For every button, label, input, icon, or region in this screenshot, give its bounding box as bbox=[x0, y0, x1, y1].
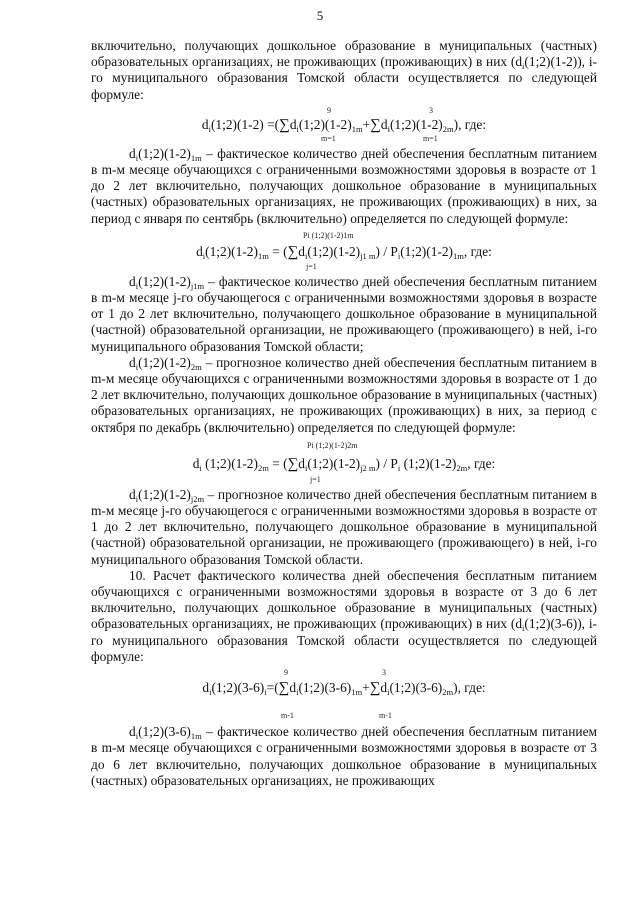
sigma-symbol: ∑ bbox=[278, 680, 290, 697]
sum-upper-limit: 9 bbox=[327, 105, 331, 115]
sigma-symbol: ∑ bbox=[287, 455, 299, 472]
sum-lower-limit: j=1 bbox=[310, 474, 321, 484]
sum-upper-limit: 3 bbox=[429, 105, 433, 115]
sum-upper-limit: Pi (1;2)(1-2)1m bbox=[303, 230, 354, 240]
formula-3: Pi (1;2)(1-2)2m j=1 $d_i$ $(1;2)(1-2)_{2m}$ = $(\sum d_i(1;2)(1-2)_{j2 m}) / P_i$ $(1;2)(1-2)_{2m}$, где: bbox=[192, 440, 496, 484]
sum-lower-limit: m=1 bbox=[423, 133, 438, 143]
sum-upper-limit: 9 bbox=[284, 668, 288, 678]
document-body bbox=[91, 38, 597, 789]
sum-lower-limit: j=1 bbox=[306, 261, 317, 271]
paragraph: $d_i(1;2)(1-2)_{j1m}$ – фактическое количество дней обеспечения бесплатным питанием в m-м месяце j-го обучающегося с ограниченными возможностями здоровья в возрасте от 1 до 2 лет включительно, получающего дошкольное образование в муниципальной (частной) образовательной организации, не проживающего (проживающего) в ней, i-го муниципального образования Томской области; bbox=[91, 273, 597, 354]
sigma-symbol: ∑ bbox=[370, 116, 381, 133]
page-number: 5 bbox=[316, 8, 324, 23]
sum-upper-limit: Pi (1;2)(1-2)2m bbox=[307, 440, 358, 450]
paragraph: $d_i(1;2)(3-6)_{1m}$ – фактическое количество дней обеспечения бесплатным питанием в m-м месяце обучающихся с ограниченными возможностями здоровья в возрасте от 3 до 6 лет включительно, получающих дошкольное образование в муниципальных (частных) образовательных организациях, не проживающих bbox=[91, 724, 597, 788]
sum-lower-limit: m-1 bbox=[281, 711, 294, 721]
sum-lower-limit: m-1 bbox=[379, 711, 392, 721]
sum-lower-limit: m=1 bbox=[321, 133, 336, 143]
paragraph: 10. Расчет фактического количества дней обеспечения бесплатным питанием обучающихся с ограниченными возможностями здоровья в возрасте от 3 до 6 лет включительно, получающих дошкольное образование в муниципальных (частных) образовательных организациях, не проживающих (проживающих) в них $(d_i(1;2)(3-6))$, i-го муниципального образования Томской области осуществляется по следующей формуле: bbox=[91, 567, 597, 664]
sigma-symbol: ∑ bbox=[287, 243, 299, 260]
paragraph: $d_i(1;2)(1-2)_{2m}$ – прогнозное количество дней обеспечения бесплатным питанием в m-м месяце обучающихся с ограниченными возможностями здоровья в возрасте от 1 до 2 лет включительно, получающих дошкольное образование в муниципальных (частных) образовательных организациях, не проживающих (проживающих) в них, за период с октября по декабрь (включительно) определяется по следующей формуле: bbox=[91, 354, 597, 435]
paragraph: $d_i(1;2)(1-2)_{1m}$ – фактическое количество дней обеспечения бесплатным питанием в m-м месяце обучающихся с ограниченными возможностями здоровья в возрасте от 1 до 2 лет включительно, получающих дошкольное образование в муниципальных (частных) образовательных организациях, не проживающих (проживающих) в них, за период с января по сентябрь (включительно) определяется по следующей формуле: bbox=[91, 145, 597, 226]
paragraph: $d_i(1;2)(1-2)_{j2m}$ – прогнозное количество дней обеспечения бесплатным питанием в m-м месяце j-го обучающегося с ограниченными возможностями здоровья в возрасте от 1 до 2 лет включительно, получающего дошкольное образование в муниципальной (частной) образовательной организации, не проживающего (проживающего) в ней, i-го муниципального образования Томской области. bbox=[91, 486, 597, 567]
paragraph: включительно, получающих дошкольное образование в муниципальных (частных) образовательных организациях, не проживающих (проживающих) в них $(d_i(1;2)(1-2))$, i-го муниципального образования Томской области осуществляется по следующей формуле: bbox=[91, 38, 597, 102]
sigma-symbol: ∑ bbox=[279, 116, 290, 133]
formula-2: Pi (1;2)(1-2)1m j=1 $d_i(1;2)(1-2)_{1m}$ = $(\sum d_i(1;2)(1-2)_{j1 m})$ / $P_i(1;2)(1-2)_{1m}$, где: bbox=[196, 230, 492, 271]
sigma-symbol: ∑ bbox=[369, 680, 381, 697]
formula-1: 9 m=1 3 m=1 $d_i(1;2)(1-2)$ $=(\sum d_i(1;2)(1-2)_{1m}+\sum d_i(1;2)(1-2)_{2m})$, где: bbox=[201, 105, 487, 143]
formula-4: 9 m-1 3 m-1 $d_i(1;2)(3-6)_i=(\sum d_i(1;2)(3-6)_{1m}+\sum d_i(1;2)(3-6)_{2m})$, где: bbox=[202, 668, 486, 721]
sum-upper-limit: 3 bbox=[382, 668, 386, 678]
